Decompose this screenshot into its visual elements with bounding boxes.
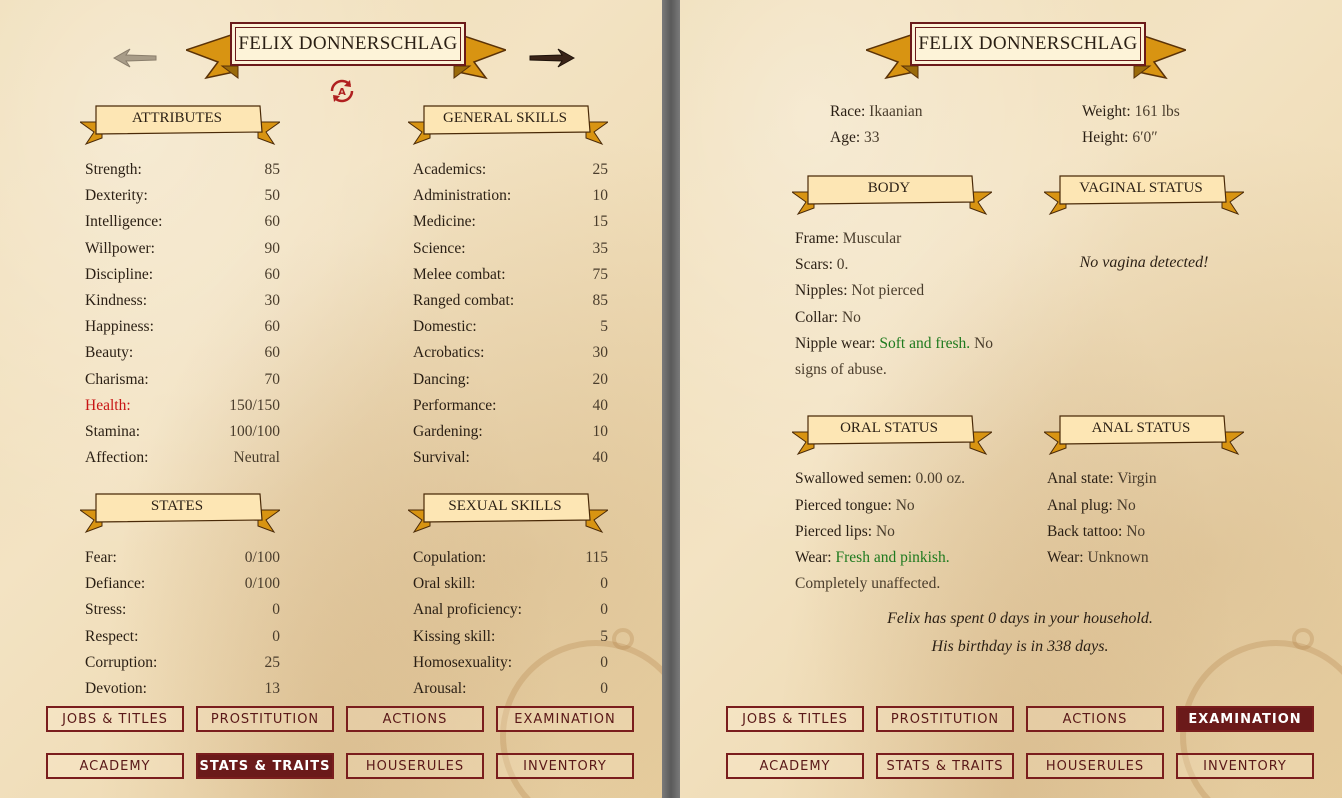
stat-value: 0/100 xyxy=(244,575,280,593)
stat-label: Respect: xyxy=(85,627,139,645)
body-ribbon xyxy=(792,174,992,218)
stat-value: 115 xyxy=(585,549,608,567)
stat-value: 30 xyxy=(592,344,608,362)
stat-value: 100/100 xyxy=(229,422,280,440)
vaginal-status-title: VAGINAL STATUS xyxy=(1079,179,1203,196)
arrow-right-icon[interactable] xyxy=(528,47,576,69)
height-line xyxy=(1082,125,1158,151)
scars-value: 0. xyxy=(836,256,849,273)
age-line xyxy=(830,125,880,151)
weight-line xyxy=(1082,99,1180,125)
stat-label: Academics: xyxy=(413,161,487,179)
lips-label: Pierced lips: xyxy=(795,523,873,540)
stat-row xyxy=(413,262,608,288)
anal-status-title: ANAL STATUS xyxy=(1091,419,1191,436)
stat-label: Willpower: xyxy=(85,239,155,257)
lips-value: No xyxy=(875,523,895,540)
stat-row xyxy=(85,445,280,471)
nav-jobs-titles[interactable]: JOBS & TITLES xyxy=(726,706,864,732)
nav-actions[interactable]: ACTIONS xyxy=(1026,706,1164,732)
nipples-label: Nipples: xyxy=(795,282,848,299)
arrow-left-icon[interactable] xyxy=(112,47,158,69)
oral-wear-label: Wear: xyxy=(795,549,832,566)
sexual-skills-title: SEXUAL SKILLS xyxy=(448,497,562,514)
stat-value: 0 xyxy=(600,601,608,619)
stat-label: Stress: xyxy=(85,601,127,619)
stat-row xyxy=(413,183,608,209)
stat-value: 40 xyxy=(592,396,608,414)
coffee-stain-small xyxy=(612,628,634,650)
stat-value: 60 xyxy=(264,265,280,283)
nipple-wear-label: Nipple wear: xyxy=(795,335,876,352)
stat-label: Dexterity: xyxy=(85,187,148,205)
stat-label: Intelligence: xyxy=(85,213,163,231)
stat-value: 0 xyxy=(600,653,608,671)
stat-row xyxy=(413,340,608,366)
nipple-wear-rest: No xyxy=(974,335,994,352)
stat-label: Copulation: xyxy=(413,549,487,567)
stat-label: Performance: xyxy=(413,396,497,414)
stat-value: 5 xyxy=(600,318,608,336)
stat-row xyxy=(85,419,280,445)
age-label: Age: xyxy=(830,129,861,146)
stat-value: 10 xyxy=(592,422,608,440)
anal-state-value: Virgin xyxy=(1117,470,1157,487)
stat-row xyxy=(413,209,608,235)
book-spine xyxy=(662,0,680,798)
stat-value: 25 xyxy=(264,653,280,671)
stat-row xyxy=(85,624,280,650)
lips-line xyxy=(795,519,895,545)
stat-label: Acrobatics: xyxy=(413,344,485,362)
stat-row xyxy=(413,624,608,650)
birthday-countdown: His birthday is in 338 days. xyxy=(931,638,1109,655)
stat-label: Affection: xyxy=(85,449,149,467)
anal-plug-line xyxy=(1047,493,1136,519)
stat-row xyxy=(413,676,608,702)
oral-status-title: ORAL STATUS xyxy=(840,419,938,436)
anal-plug-label: Anal plug: xyxy=(1047,497,1113,514)
coffee-stain-small xyxy=(1292,628,1314,650)
nav-academy[interactable]: ACADEMY xyxy=(46,753,184,779)
character-title-banner xyxy=(866,20,1186,90)
stat-row xyxy=(85,262,280,288)
stat-row xyxy=(413,419,608,445)
nav-houserules[interactable]: HOUSERULES xyxy=(1026,753,1164,779)
frame-line xyxy=(795,226,901,252)
stat-label: Gardening: xyxy=(413,422,483,440)
scars-label: Scars: xyxy=(795,256,833,273)
attributes-title: ATTRIBUTES xyxy=(132,109,222,126)
collar-line xyxy=(795,305,861,331)
semen-line xyxy=(795,466,965,492)
stat-row xyxy=(85,676,280,702)
nipples-line xyxy=(795,278,924,304)
scars-line xyxy=(795,252,848,278)
frame-label: Frame: xyxy=(795,230,839,247)
household-days: Felix has spent 0 days in your household. xyxy=(887,610,1153,627)
stat-row xyxy=(85,340,280,366)
nav-examination[interactable]: EXAMINATION xyxy=(1176,706,1314,732)
oral-wear-line xyxy=(795,545,950,571)
stat-value: 75 xyxy=(592,265,608,283)
stat-label: Oral skill: xyxy=(413,575,476,593)
stat-value: 30 xyxy=(264,292,280,310)
age-value: 33 xyxy=(864,129,880,146)
stat-value: Neutral xyxy=(233,449,280,467)
stat-label: Fear: xyxy=(85,549,117,567)
character-name: FELIX DONNERSCHLAG xyxy=(910,22,1146,66)
stat-row xyxy=(413,445,608,471)
frame-value: Muscular xyxy=(842,230,902,247)
stat-row xyxy=(413,650,608,676)
attributes-ribbon xyxy=(80,104,280,148)
stat-row xyxy=(413,597,608,623)
oral-wear-rest: Completely unaffected. xyxy=(795,575,941,592)
race-label: Race: xyxy=(830,103,866,120)
stat-row xyxy=(85,288,280,314)
auto-cycle-icon[interactable] xyxy=(328,79,356,103)
stat-label: Domestic: xyxy=(413,318,477,336)
nipples-value: Not pierced xyxy=(851,282,925,299)
nav-inventory[interactable]: INVENTORY xyxy=(496,753,634,779)
vaginal-status-ribbon xyxy=(1044,174,1244,218)
stat-row-health xyxy=(85,393,280,419)
tongue-label: Pierced tongue: xyxy=(795,497,892,514)
stat-label: Corruption: xyxy=(85,653,158,671)
stat-label: Science: xyxy=(413,239,466,257)
stat-label: Defiance: xyxy=(85,575,146,593)
stat-value: 90 xyxy=(264,239,280,257)
stat-row xyxy=(413,236,608,262)
nipple-wear-line-2 xyxy=(795,357,887,383)
stat-label: Discipline: xyxy=(85,265,154,283)
collar-value: No xyxy=(841,309,861,326)
stat-value: 13 xyxy=(264,680,280,698)
nav-jobs-titles[interactable]: JOBS & TITLES xyxy=(46,706,184,732)
general-skills-list xyxy=(413,157,608,471)
anal-state-line xyxy=(1047,466,1157,492)
stat-row xyxy=(85,597,280,623)
height-value: 6′0″ xyxy=(1132,129,1158,146)
back-tattoo-line xyxy=(1047,519,1145,545)
stat-label: Happiness: xyxy=(85,318,154,336)
oral-status-ribbon xyxy=(792,414,992,458)
states-list xyxy=(85,545,280,702)
body-title: BODY xyxy=(867,179,911,196)
states-title: STATES xyxy=(150,497,204,514)
stat-label: Medicine: xyxy=(413,213,476,231)
general-skills-title: GENERAL SKILLS xyxy=(442,109,568,126)
stat-label: Kindness: xyxy=(85,292,147,310)
nav-examination[interactable]: EXAMINATION xyxy=(496,706,634,732)
stat-row xyxy=(85,367,280,393)
sexual-skills-list xyxy=(413,545,608,702)
vaginal-note: No vagina detected! xyxy=(1079,254,1209,271)
stat-row xyxy=(85,650,280,676)
stat-row xyxy=(85,571,280,597)
anal-wear-label: Wear: xyxy=(1047,549,1084,566)
stat-label: Charisma: xyxy=(85,370,149,388)
stat-row xyxy=(85,314,280,340)
stat-value: 40 xyxy=(592,449,608,467)
attributes-list xyxy=(85,157,280,471)
stat-row xyxy=(413,314,608,340)
stat-row xyxy=(413,367,608,393)
anal-wear-line xyxy=(1047,545,1149,571)
nipple-wear-status: Soft and fresh. xyxy=(879,335,971,352)
stat-value: 60 xyxy=(264,213,280,231)
stat-label: Administration: xyxy=(413,187,512,205)
stat-label: Melee combat: xyxy=(413,265,506,283)
stat-label: Beauty: xyxy=(85,344,134,362)
weight-value: 161 lbs xyxy=(1134,103,1180,120)
stat-label: Stamina: xyxy=(85,422,141,440)
nav-prostitution[interactable]: PROSTITUTION xyxy=(196,706,334,732)
right-page xyxy=(680,0,1342,798)
svg-text:A: A xyxy=(338,87,346,98)
stat-row xyxy=(413,571,608,597)
stat-label: Anal proficiency: xyxy=(413,601,522,619)
anal-wear-value: Unknown xyxy=(1087,549,1149,566)
stat-value: 35 xyxy=(592,239,608,257)
back-tattoo-label: Back tattoo: xyxy=(1047,523,1123,540)
stat-row xyxy=(413,288,608,314)
nav-academy[interactable]: ACADEMY xyxy=(726,753,864,779)
tongue-line xyxy=(795,493,915,519)
anal-state-label: Anal state: xyxy=(1047,470,1114,487)
nipple-wear-line xyxy=(795,331,993,357)
height-label: Height: xyxy=(1082,129,1129,146)
states-ribbon xyxy=(80,492,280,536)
stat-value: 60 xyxy=(264,318,280,336)
tongue-value: No xyxy=(895,497,915,514)
stat-label: Kissing skill: xyxy=(413,627,496,645)
stat-value: 25 xyxy=(592,161,608,179)
left-page xyxy=(0,0,662,798)
stat-row xyxy=(85,209,280,235)
stat-value: 0/100 xyxy=(244,549,280,567)
stat-row xyxy=(413,545,608,571)
stat-label: Homosexuality: xyxy=(413,653,513,671)
stat-label: Arousal: xyxy=(413,680,467,698)
stat-value: 150/150 xyxy=(229,396,280,414)
stat-label: Health: xyxy=(85,396,131,414)
stat-value: 10 xyxy=(592,187,608,205)
anal-plug-value: No xyxy=(1116,497,1136,514)
stat-row xyxy=(85,183,280,209)
stat-value: 5 xyxy=(600,627,608,645)
stat-value: 0 xyxy=(272,601,280,619)
back-tattoo-value: No xyxy=(1126,523,1146,540)
nav-stats-traits[interactable]: STATS & TRAITS xyxy=(876,753,1014,779)
stat-value: 0 xyxy=(272,627,280,645)
character-name: FELIX DONNERSCHLAG xyxy=(230,22,466,66)
nav-houserules[interactable]: HOUSERULES xyxy=(346,753,484,779)
weight-label: Weight: xyxy=(1082,103,1131,120)
stat-value: 0 xyxy=(600,680,608,698)
oral-wear-line-2 xyxy=(795,571,940,597)
semen-label: Swallowed semen: xyxy=(795,470,912,487)
stat-row xyxy=(85,236,280,262)
race-line xyxy=(830,99,923,125)
general-skills-ribbon xyxy=(408,104,608,148)
stat-label: Devotion: xyxy=(85,680,147,698)
stat-row xyxy=(85,545,280,571)
stat-value: 0 xyxy=(600,575,608,593)
stat-row xyxy=(413,393,608,419)
stat-label: Survival: xyxy=(413,449,470,467)
sexual-skills-ribbon xyxy=(408,492,608,536)
semen-value: 0.00 oz. xyxy=(915,470,966,487)
stat-value: 20 xyxy=(592,370,608,388)
stat-label: Dancing: xyxy=(413,370,470,388)
stat-label: Strength: xyxy=(85,161,142,179)
collar-label: Collar: xyxy=(795,309,839,326)
stat-value: 15 xyxy=(592,213,608,231)
nav-inventory[interactable]: INVENTORY xyxy=(1176,753,1314,779)
nipple-wear-rest-2: signs of abuse. xyxy=(795,361,887,378)
nav-actions[interactable]: ACTIONS xyxy=(346,706,484,732)
oral-wear-status: Fresh and pinkish. xyxy=(835,549,950,566)
stat-row xyxy=(85,157,280,183)
stat-value: 85 xyxy=(264,161,280,179)
race-value: Ikaanian xyxy=(869,103,923,120)
stat-value: 70 xyxy=(264,370,280,388)
nav-prostitution[interactable]: PROSTITUTION xyxy=(876,706,1014,732)
stat-value: 85 xyxy=(592,292,608,310)
nav-stats-traits[interactable]: STATS & TRAITS xyxy=(196,753,334,779)
stat-value: 60 xyxy=(264,344,280,362)
stat-row xyxy=(413,157,608,183)
stat-value: 50 xyxy=(264,187,280,205)
anal-status-ribbon xyxy=(1044,414,1244,458)
stat-label: Ranged combat: xyxy=(413,292,515,310)
